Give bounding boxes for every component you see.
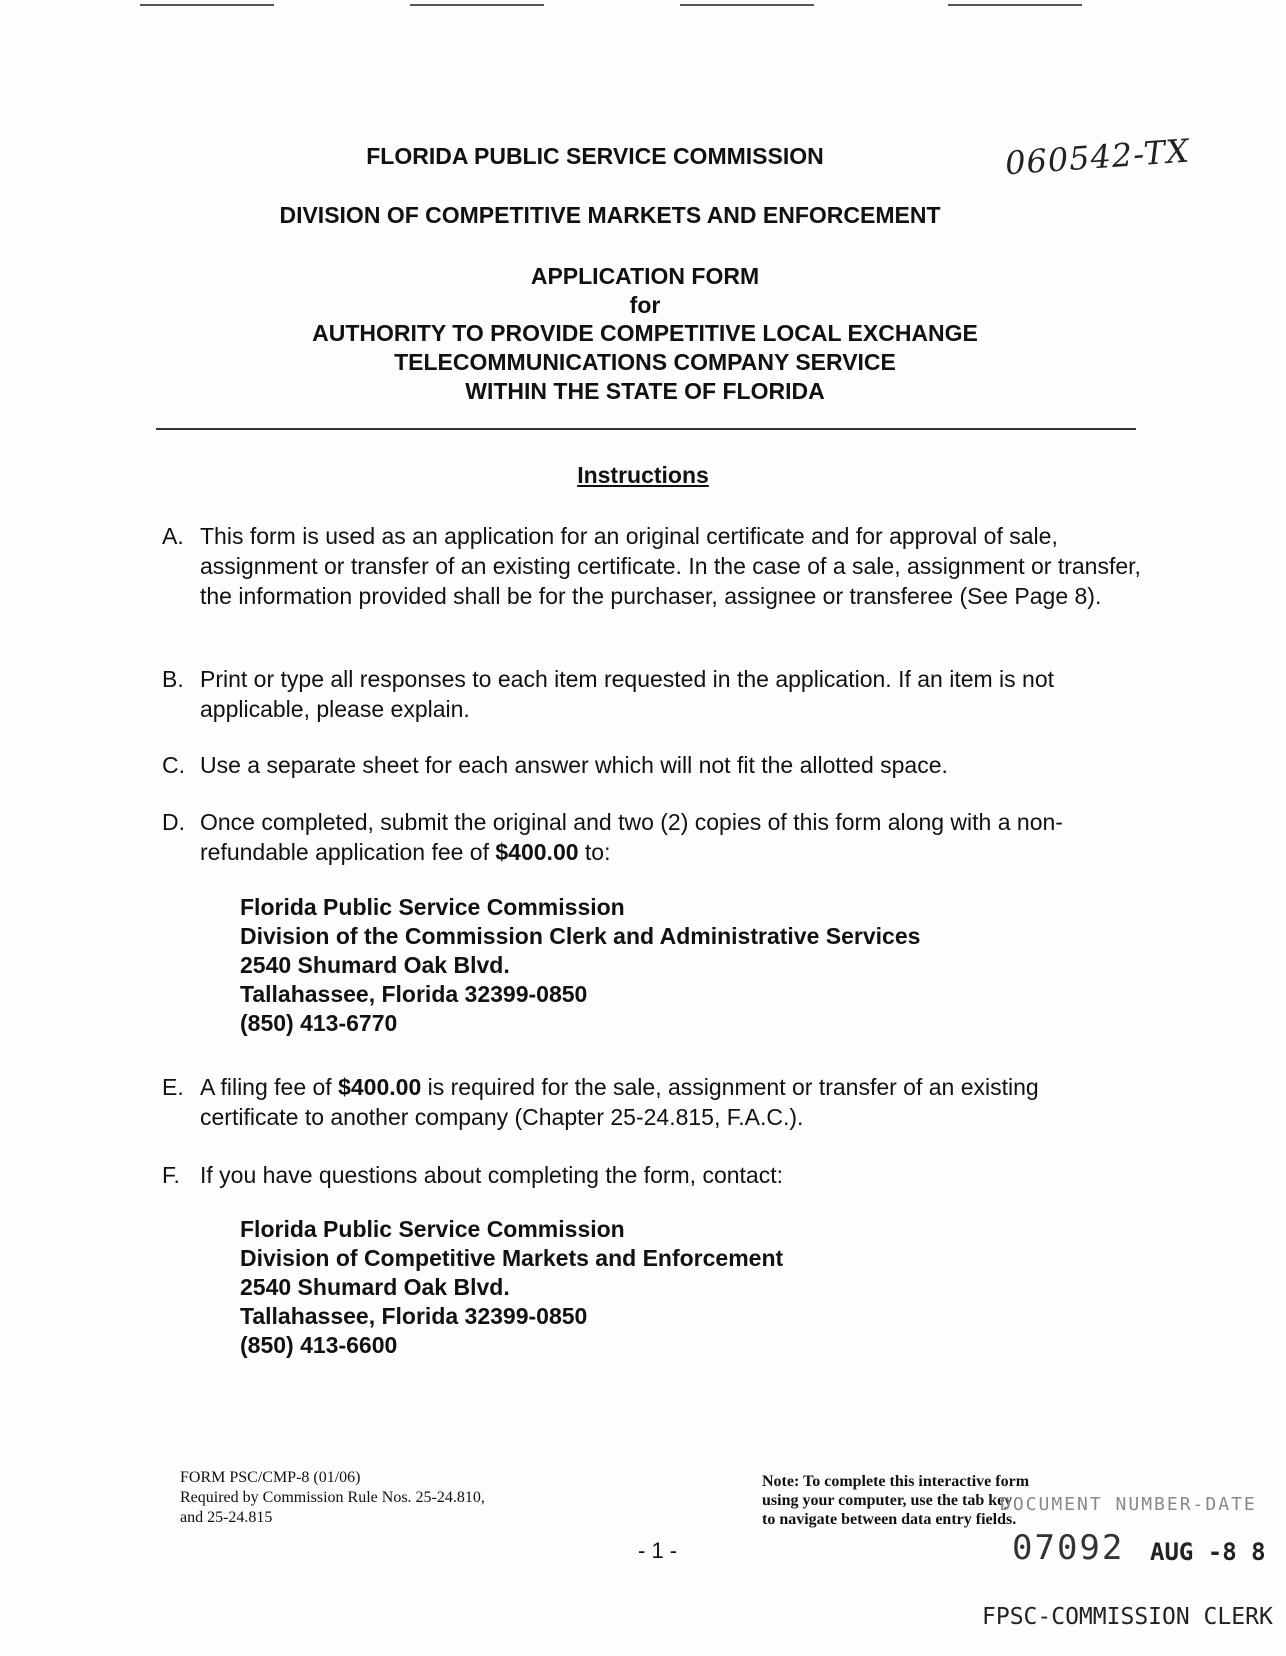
fee-amount: $400.00 — [495, 839, 579, 865]
rule-reference: and 25-24.815 — [180, 1509, 273, 1526]
stamp-date: AUG -8 8 — [1150, 1538, 1266, 1566]
address-line: Florida Public Service Commission — [240, 1216, 625, 1242]
instruction-item-d — [162, 807, 1142, 867]
note-line: Note: To complete this interactive form — [762, 1473, 1030, 1490]
item-letter: E. — [162, 1074, 184, 1100]
form-title-line-3: AUTHORITY TO PROVIDE COMPETITIVE LOCAL EXCHANGE — [312, 320, 978, 346]
note-line: using your computer, use the tab key — [762, 1492, 1013, 1509]
address-line: Division of Competitive Markets and Enforcement — [240, 1245, 784, 1271]
form-title-line-1: APPLICATION FORM — [530, 263, 760, 289]
instruction-item-b — [162, 664, 1142, 724]
stamp-document-label: DOCUMENT NUMBER-DATE — [1000, 1494, 1257, 1515]
item-letter: A. — [162, 523, 184, 549]
address-line: Florida Public Service Commission — [240, 894, 625, 920]
stamp-document-number: 07092 — [1012, 1528, 1125, 1568]
rule-reference: Required by Commission Rule Nos. 25-24.810, — [180, 1489, 485, 1506]
address-line: (850) 413-6770 — [240, 1010, 398, 1036]
form-id: FORM PSC/CMP-8 (01/06) — [180, 1469, 361, 1486]
item-text-part: A filing fee of — [200, 1074, 339, 1100]
division-title: DIVISION OF COMPETITIVE MARKETS AND ENFORCEMENT — [279, 202, 941, 228]
contact-address-block — [240, 1215, 783, 1360]
commission-title: FLORIDA PUBLIC SERVICE COMMISSION — [366, 143, 824, 169]
form-footer-left — [180, 1468, 485, 1528]
address-line: Tallahassee, Florida 32399-0850 — [240, 1303, 588, 1329]
stamp-clerk: FPSC-COMMISSION CLERK — [982, 1604, 1273, 1630]
address-line: Division of the Commission Clerk and Administrative Services — [240, 923, 921, 949]
item-letter: D. — [162, 809, 185, 835]
fee-amount: $400.00 — [338, 1074, 422, 1100]
instruction-item-e — [162, 1072, 1142, 1132]
address-line: (850) 413-6600 — [240, 1332, 398, 1358]
item-text: Use a separate sheet for each answer which will not fit the allotted space. — [200, 752, 948, 778]
item-text — [200, 807, 1142, 867]
item-text-part: Once completed, submit the original and two (2) copies of this form along with a non-refundable application fee of — [200, 809, 1063, 865]
item-letter: F. — [162, 1162, 180, 1188]
submit-address-block — [240, 893, 920, 1038]
divider — [156, 428, 1136, 430]
scan-line — [680, 4, 814, 6]
handwritten-docket-number: 060542-TX — [1003, 131, 1192, 183]
item-text — [200, 1072, 1142, 1132]
scan-line — [410, 4, 544, 6]
instructions-heading-text: Instructions — [577, 462, 709, 488]
instruction-item-c — [162, 750, 1142, 780]
scan-line — [140, 4, 274, 6]
note-line: to navigate between data entry fields. — [762, 1511, 1017, 1528]
item-text: Print or type all responses to each item requested in the application. If an item is not applicable, please explain. — [200, 666, 1055, 722]
instructions-heading — [0, 462, 1286, 489]
instruction-item-a — [162, 521, 1142, 611]
scan-line — [948, 4, 1082, 6]
item-text: If you have questions about completing the form, contact: — [200, 1162, 784, 1188]
form-title-line-2: for — [629, 292, 661, 318]
item-letter: C. — [162, 752, 185, 778]
address-line: 2540 Shumard Oak Blvd. — [240, 952, 510, 978]
instruction-item-f — [162, 1160, 1142, 1190]
item-text-part: is required for the sale, assignment or transfer of an existing certificate to another company (Chapter 25-24.815, F.A.C.). — [200, 1074, 1039, 1130]
item-letter: B. — [162, 666, 184, 692]
form-title-line-5: WITHIN THE STATE OF FLORIDA — [465, 378, 825, 404]
address-line: 2540 Shumard Oak Blvd. — [240, 1274, 510, 1300]
address-line: Tallahassee, Florida 32399-0850 — [240, 981, 588, 1007]
form-title-line-4: TELECOMMUNICATIONS COMPANY SERVICE — [394, 349, 896, 375]
item-text-part: to: — [578, 839, 611, 865]
page-number: - 1 - — [638, 1538, 678, 1563]
form-footer-note — [762, 1472, 1029, 1529]
item-text: This form is used as an application for an original certificate and for approval of sale, assignment or transfer of an existing certificate. In the case of a sale, assignment or transfer, the information provided shall be for the purchaser, assignee or transferee (See Page 8). — [200, 523, 1141, 609]
